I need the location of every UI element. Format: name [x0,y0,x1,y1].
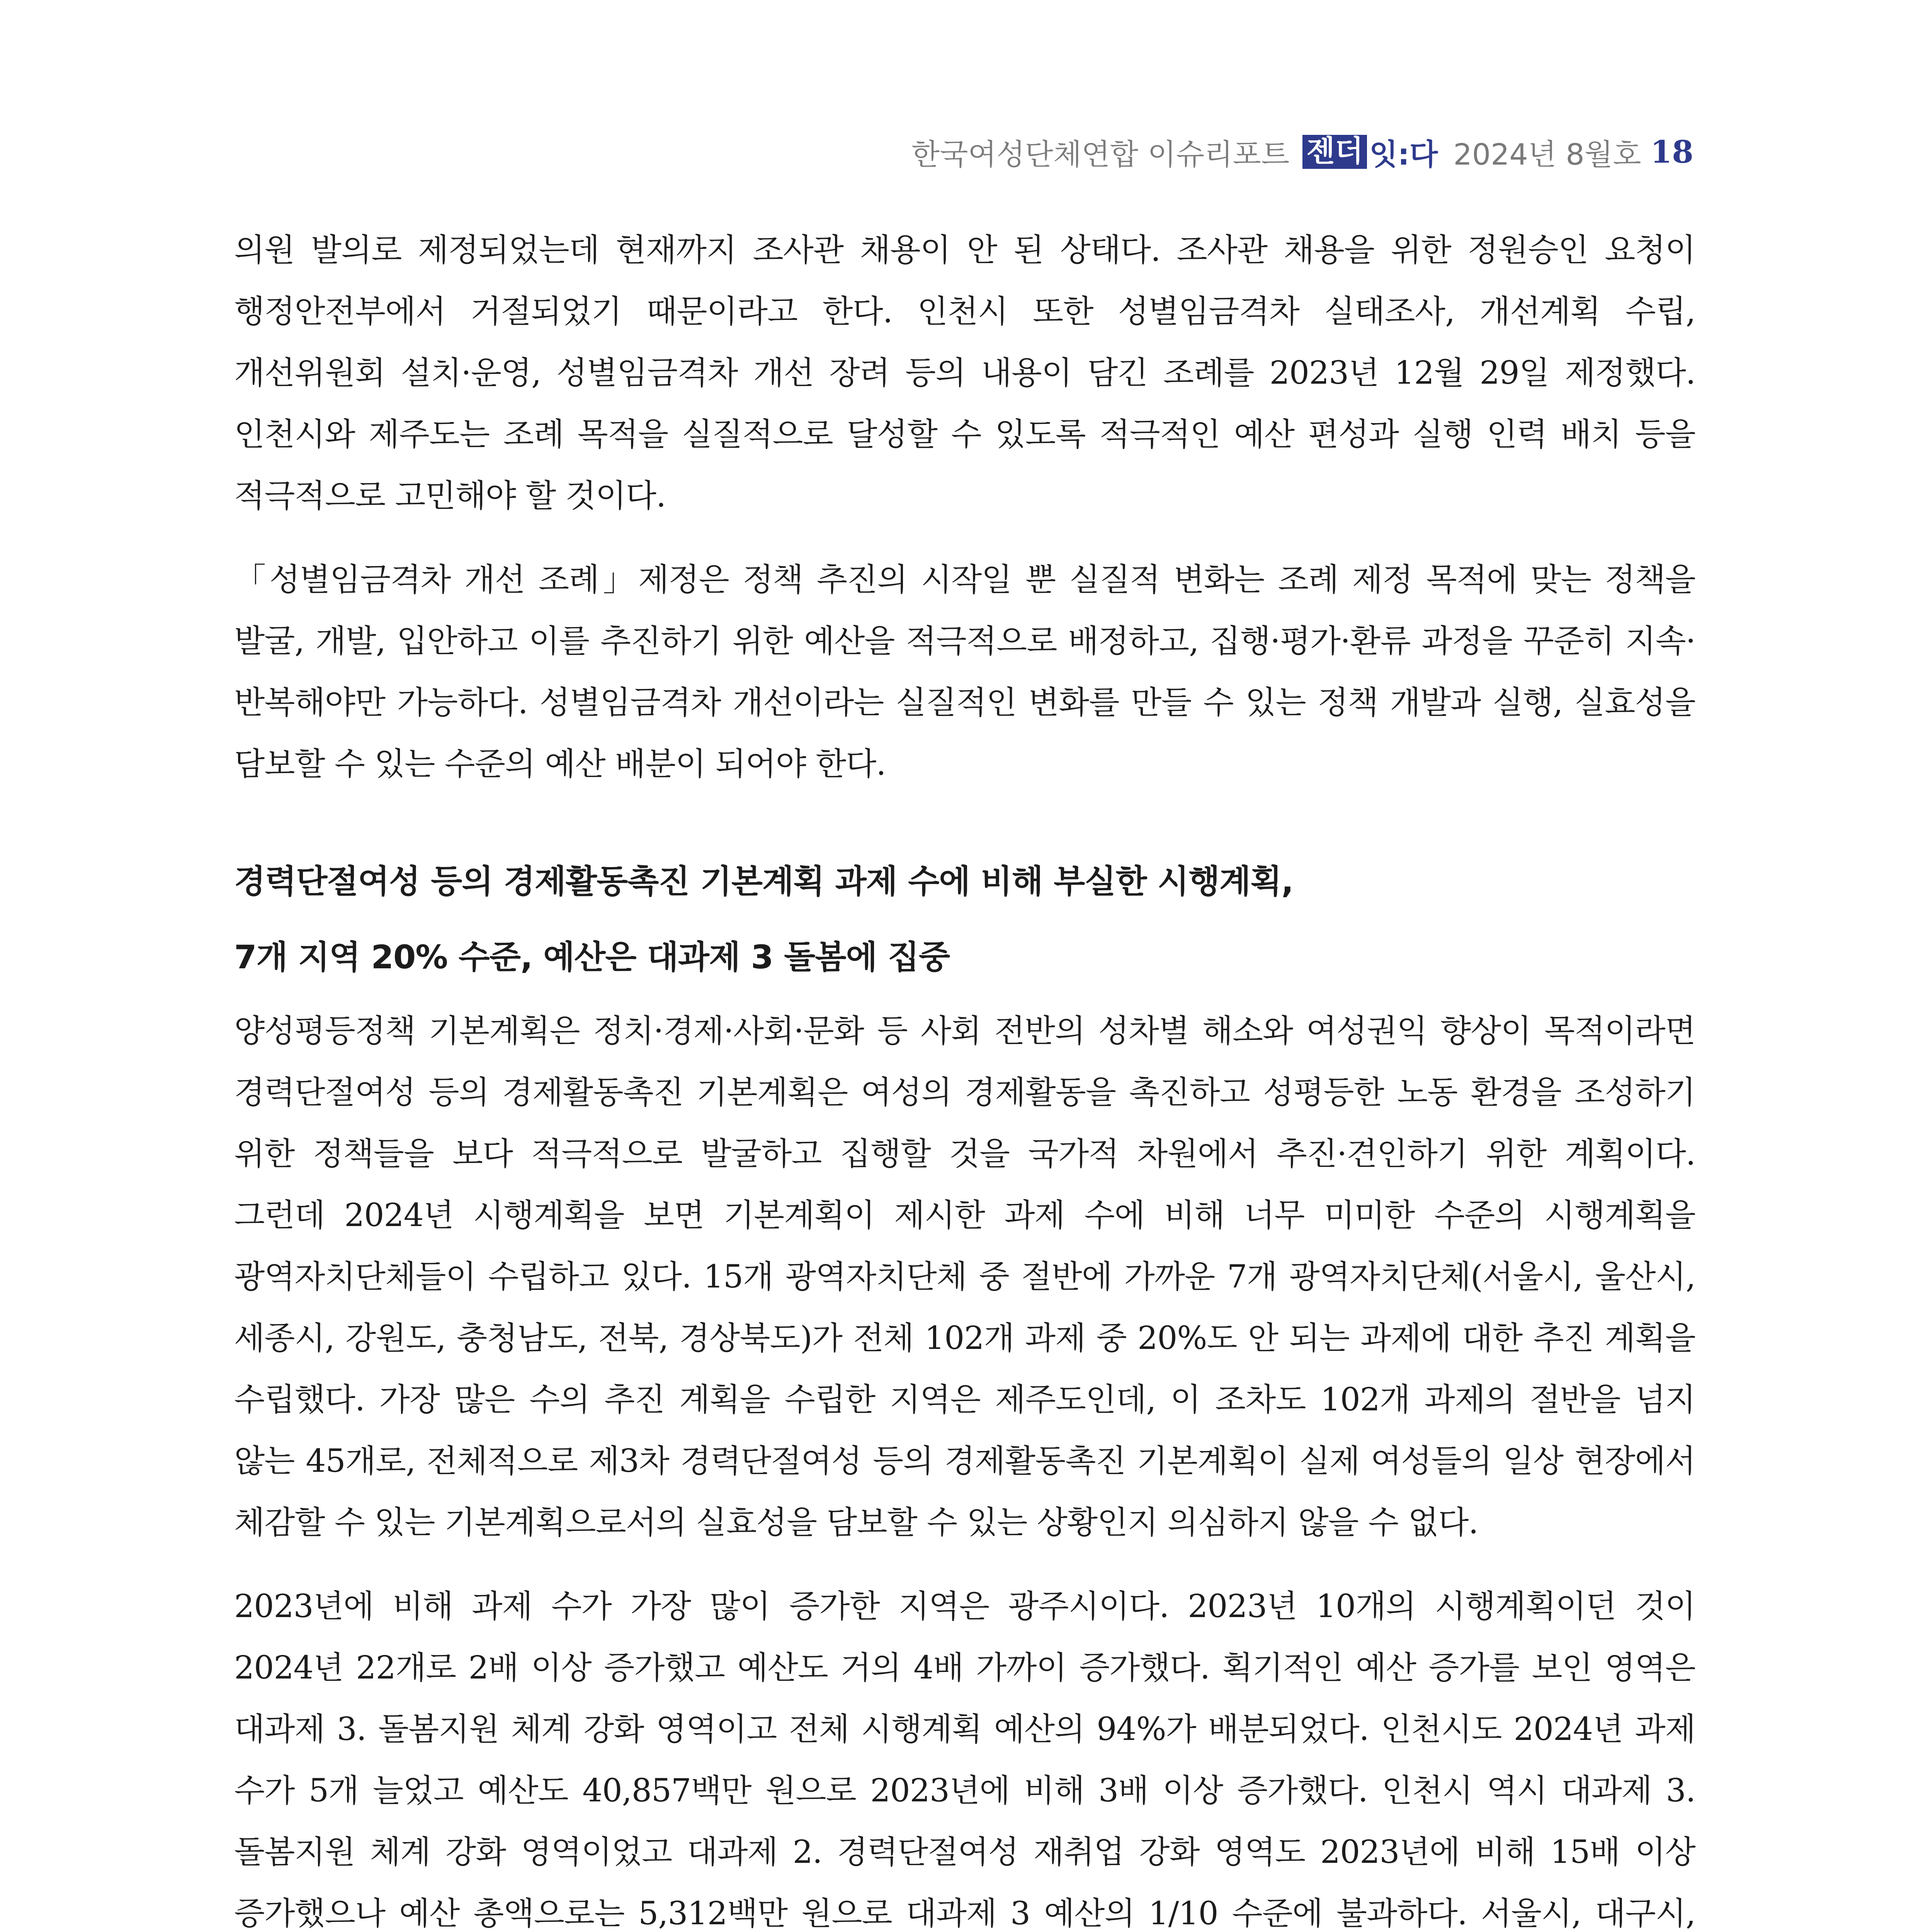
document-body [234,219,1695,1932]
section-heading [234,844,1695,995]
body-paragraph: 의원 발의로 제정되었는데 현재까지 조사관 채용이 안 된 상태다. 조사관 채용을 위한 정원승인 요청이 행정안전부에서 거절되었기 때문이라고 한다. 인천시 또한 성별임금격차 실태조사, 개선계획 수립, 개선위원회 설치·운영, 성별임금격차 개선 장려 등의 내용이 담긴 조례를 2023년 12월 29일 제정했다. 인천시와 제주도는 조례 목적을 실질적으로 달성할 수 있도록 적극적인 예산 편성과 실행 인력 배치 등을 적극적으로 고민해야 할 것이다. [234,232,1695,514]
section-heading-line: 경력단절여성 등의 경제활동촉진 기본계획 과제 수에 비해 부실한 시행계획, [234,862,1294,900]
body-paragraph: 양성평등정책 기본계획은 정치·경제·사회·문화 등 사회 전반의 성차별 해소와 여성권익 향상이 목적이라면 경력단절여성 등의 경제활동촉진 기본계획은 여성의 경제활동을 촉진하고 성평등한 노동 환경을 조성하기 위한 정책들을 보다 적극적으로 발굴하고 집행할 것을 국가적 차원에서 추진·견인하기 위한 계획이다. 그런데 2024년 시행계획을 보면 기본계획이 제시한 과제 수에 비해 너무 미미한 수준의 시행계획을 광역자치단체들이 수립하고 있다. 15개 광역자치단체 중 절반에 가까운 7개 광역자치단체(서울시, 울산시, 세종시, 강원도, 충청남도, 전북, 경상북도)가 전체 102개 과제 중 20%도 안 되는 과제에 대한 추진 계획을 수립했다. 가장 많은 수의 추진 계획을 수립한 지역은 제주도인데, 이 조차도 102개 과제의 절반을 넘지 않는 45개로, 전체적으로 제3차 경력단절여성 등의 경제활동촉진 기본계획이 실제 여성들의 일상 현장에서 체감할 수 있는 기본계획으로서의 실효성을 담보할 수 있는 상황인지 의심하지 않을 수 없다. [234,1013,1695,1541]
page-number: 18 [1650,134,1693,170]
page-header [911,131,1693,173]
header-brand-logo [1302,131,1438,173]
section-heading-line: 7개 지역 20% 수준, 예산은 대과제 3 돌봄에 집중 [234,938,950,976]
header-issue-date: 2024년 8월호 [1453,137,1641,172]
header-org-name: 한국여성단체연합 이슈리포트 [911,137,1290,172]
body-paragraph: 2023년에 비해 과제 수가 가장 많이 증가한 지역은 광주시이다. 2023년 10개의 시행계획이던 것이 2024년 22개로 2배 이상 증가했고 예산도 거의 4배 가까이 증가했다. 획기적인 예산 증가를 보인 영역은 대과제 3. 돌봄지원 체계 강화 영역이고 전체 시행계획 예산의 94%가 배분되었다. 인천시도 2024년 과제 수가 5개 늘었고 예산도 40,857백만 원으로 2023년에 비해 3배 이상 증가했다. 인천시 역시 대과제 3. 돌봄지원 체계 강화 영역이었고 대과제 2. 경력단절여성 재취업 강화 영역도 2023년에 비해 15배 이상 증가했으나 예산 총액으로는 5,312백만 원으로 대과제 3 예산의 1/10 수준에 불과하다. 서울시, 대구시, [234,1588,1695,1932]
brand-logo-rest: 잇:다 [1369,137,1438,172]
body-paragraph: 「성별임금격차 개선 조례」제정은 정책 추진의 시작일 뿐 실질적 변화는 조례 제정 목적에 맞는 정책을 발굴, 개발, 입안하고 이를 추진하기 위한 예산을 적극적으로 배정하고, 집행·평가·환류 과정을 꾸준히 지속·반복해야만 가능하다. 성별임금격차 개선이라는 실질적인 변화를 만들 수 있는 정책 개발과 실행, 실효성을 담보할 수 있는 수준의 예산 배분이 되어야 한다. [234,561,1695,782]
brand-logo-box: 젠더 [1302,135,1367,169]
